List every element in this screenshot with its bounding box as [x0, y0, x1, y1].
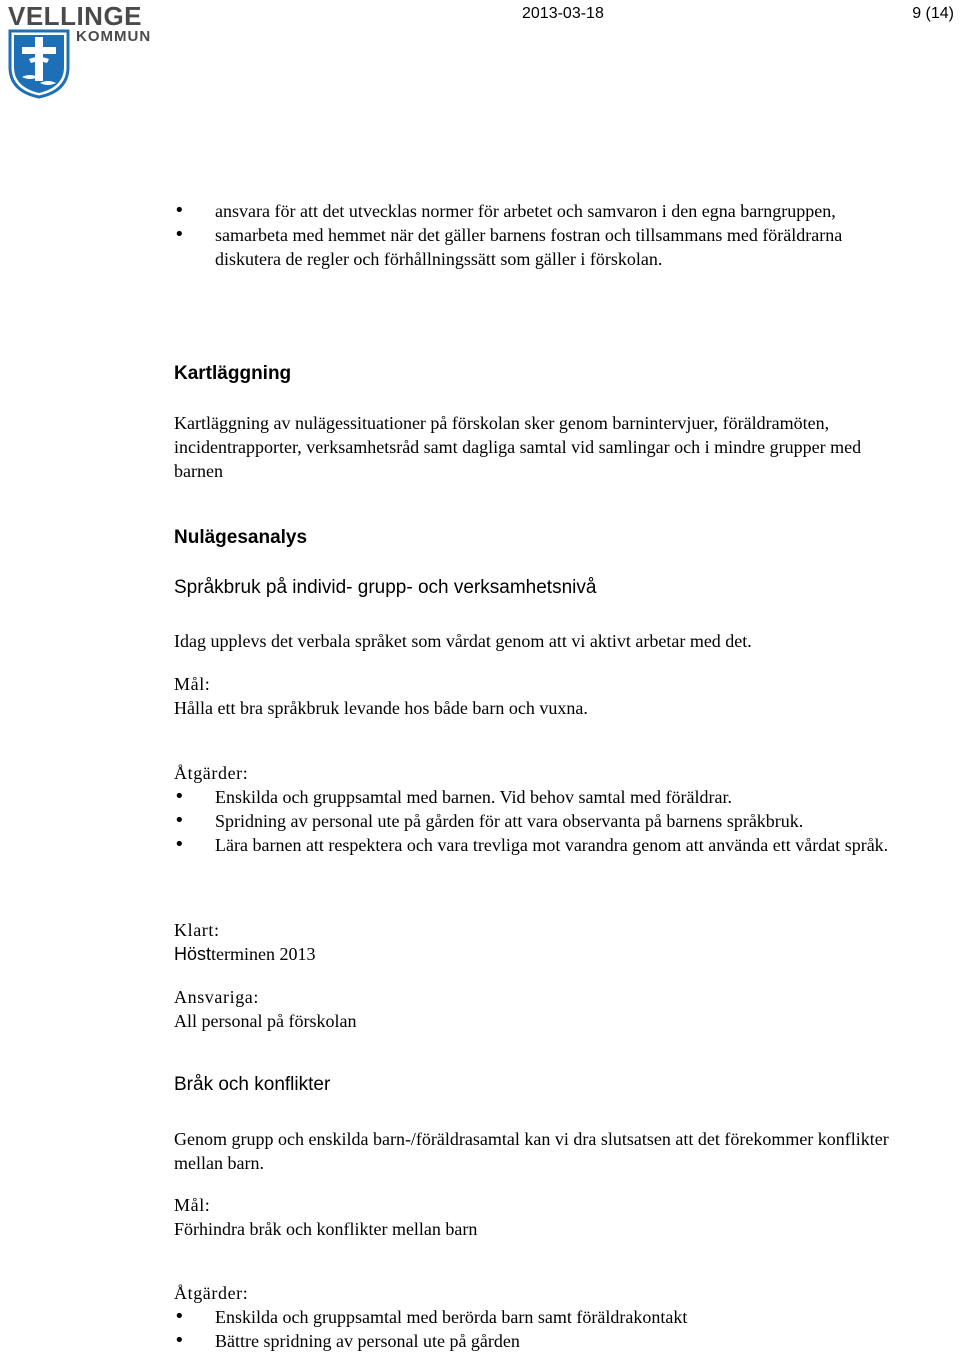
list-item: • Enskilda och gruppsamtal med barnen. Vid behov samtal med föräldrar.: [174, 785, 894, 809]
actions-label: Åtgärder:: [174, 1283, 249, 1303]
subsection-heading-brak: Bråk och konflikter: [174, 1074, 331, 1095]
coat-of-arms-icon: [8, 29, 70, 99]
list-item: • samarbeta med hemmet när det gäller barnens fostran och tillsammans med föräldrarna diskutera de regler och förhållningssätt som gäller i förskolan.: [174, 223, 894, 271]
list-item: • Spridning av personal ute på gården för att vara observanta på barnens språkbruk.: [174, 809, 894, 833]
done-suffix: terminen 2013: [211, 944, 316, 964]
logo-title: VELLINGE: [8, 1, 143, 31]
done-prefix: Höst: [174, 944, 212, 964]
document-date: 2013-03-18: [522, 5, 604, 22]
sprakbruk-text: Idag upplevs det verbala språket som vårdat genom att vi aktivt arbetar med det.: [174, 631, 752, 651]
goal-text: Hålla ett bra språkbruk levande hos både barn och vuxna.: [174, 698, 588, 718]
list-item: • ansvara för att det utvecklas normer för arbetet och samvaron i den egna barngruppen,: [174, 199, 894, 223]
list-item: • Enskilda och gruppsamtal med berörda barn samt föräldrakontakt: [174, 1305, 894, 1329]
municipality-logo: [8, 3, 168, 99]
goal-text: Förhindra bråk och konflikter mellan barn: [174, 1219, 478, 1239]
list-item: • Bättre spridning av personal ute på gården: [174, 1329, 894, 1353]
brak-text: Genom grupp och enskilda barn-/föräldrasamtal kan vi dra slutsatsen att det förekommer konflikter mellan barn.: [174, 1129, 889, 1173]
subsection-heading-sprakbruk: Språkbruk på individ- grupp- och verksamhetsnivå: [174, 577, 597, 598]
sprakbruk-actions-list: [174, 785, 894, 857]
list-item: • Lära barnen att respektera och vara trevliga mot varandra genom att använda ett vårdat språk.: [174, 833, 894, 857]
goal-label: Mål:: [174, 1195, 211, 1215]
page-number: 9 (14): [912, 5, 954, 22]
responsible-text: All personal på förskolan: [174, 1011, 357, 1031]
done-label: Klart:: [174, 920, 220, 940]
goal-label: Mål:: [174, 674, 211, 694]
done-text: [174, 942, 894, 966]
kartlaggning-text: Kartläggning av nulägessituationer på förskolan sker genom barnintervjuer, föräldramöten, incidentrapporter, verksamhetsråd samt dagliga samtal vid samlingar och i mindre grupper med barnen: [174, 413, 862, 481]
responsibility-list: [174, 199, 894, 271]
brak-actions-list: [174, 1305, 894, 1353]
section-heading-nulagesanalys: Nulägesanalys: [174, 527, 308, 548]
logo-subtitle: KOMMUN: [76, 28, 152, 45]
actions-label: Åtgärder:: [174, 763, 249, 783]
section-heading-kartlaggning: Kartläggning: [174, 363, 292, 384]
responsible-label: Ansvariga:: [174, 987, 259, 1007]
